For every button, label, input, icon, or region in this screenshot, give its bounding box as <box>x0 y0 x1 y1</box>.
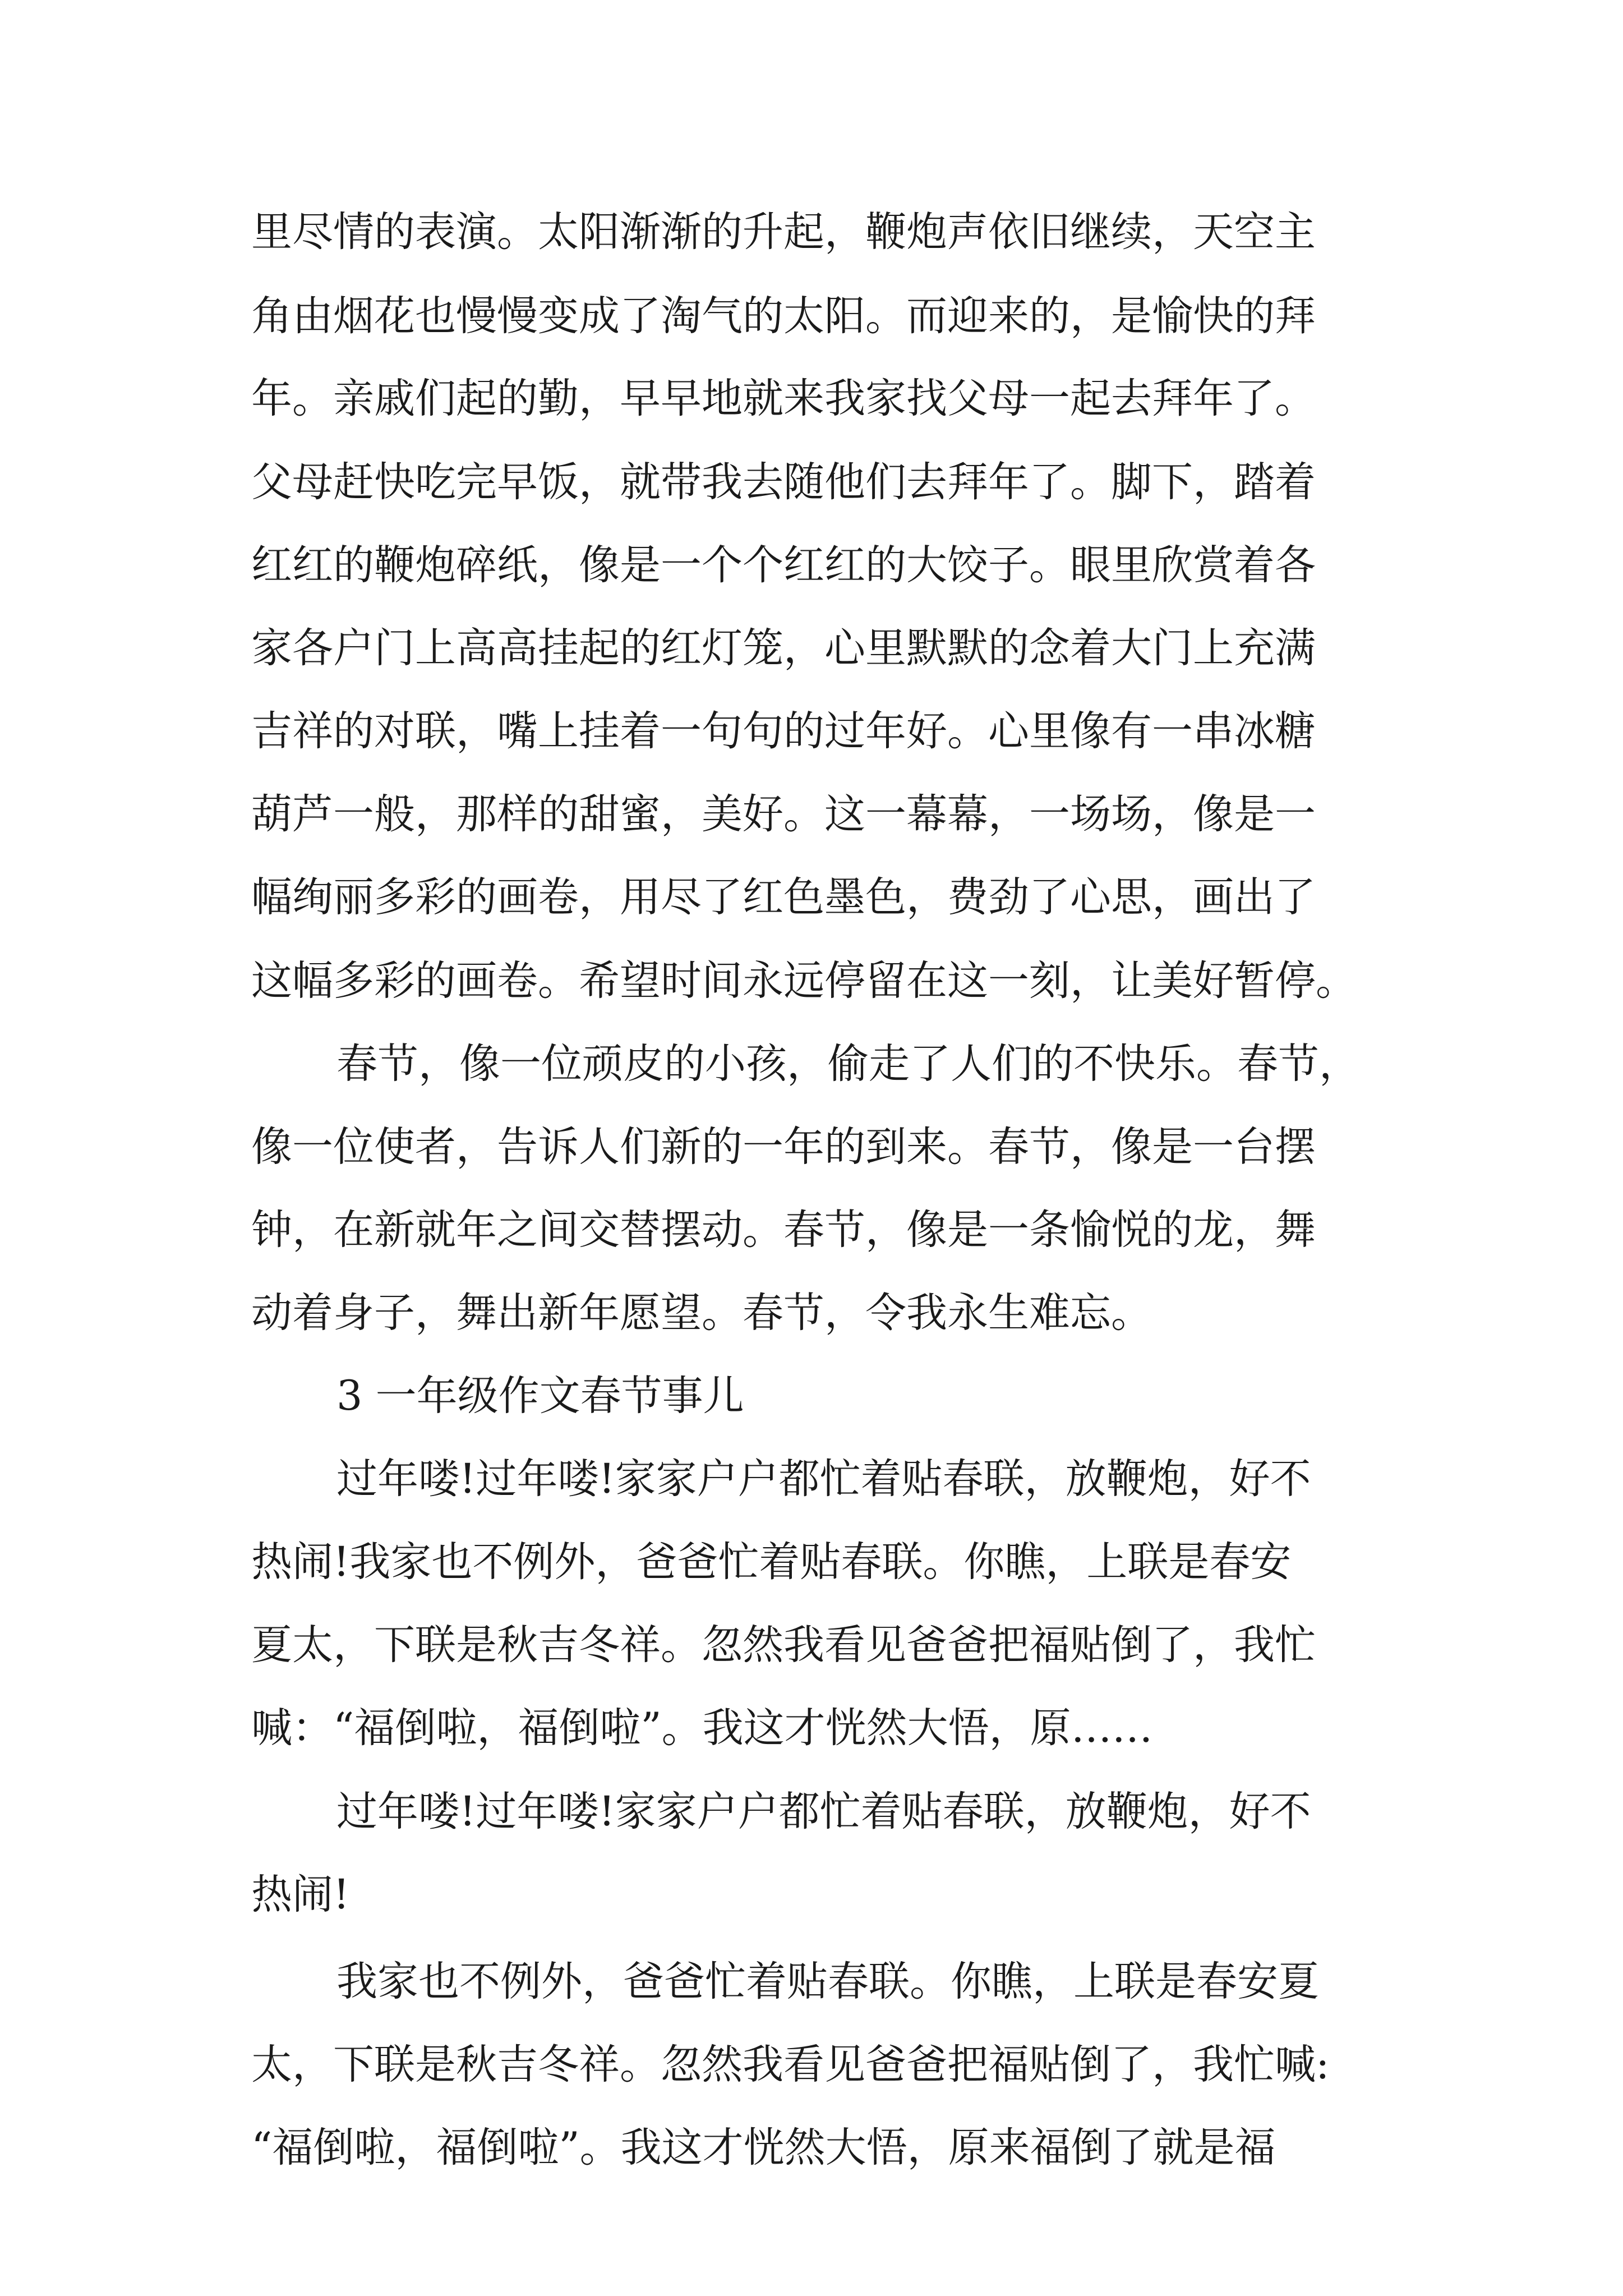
text-line-3: 年。亲戚们起的勤，早早地就来我家找父母一起去拜年了。 <box>251 375 1316 422</box>
text-line-14: 动着身子，舞出新年愿望。春节，令我永生难忘。 <box>251 1289 1152 1337</box>
text-line-4: 父母赶快吃完早饭，就带我去随他们去拜年了。脚下，踏着 <box>251 458 1316 506</box>
text-line-19: 喊：“福倒啦，福倒啦”。我这才恍然大悟，原…… <box>251 1704 1153 1752</box>
text-line-7: 吉祥的对联，嘴上挂着一句句的过年好。心里像有一串冰糖 <box>251 707 1316 755</box>
text-line-17: 热闹!我家也不例外，爸爸忙着贴春联。你瞧，上联是春安 <box>251 1538 1292 1586</box>
section-heading: 3 一年级作文春节事儿 <box>336 1372 744 1420</box>
text-line-9: 幅绚丽多彩的画卷，用尽了红色墨色，费劲了心思，画出了 <box>251 873 1316 921</box>
text-line-22: 我家也不例外，爸爸忙着贴春联。你瞧，上联是春安夏 <box>336 1958 1319 2005</box>
text-line-12: 像一位使者，告诉人们新的一年的到来。春节，像是一台摆 <box>251 1123 1316 1171</box>
text-line-5: 红红的鞭炮碎纸，像是一个个红红的大饺子。眼里欣赏着各 <box>251 541 1316 589</box>
text-line-18: 夏太，下联是秋吉冬祥。忽然我看见爸爸把福贴倒了，我忙 <box>251 1621 1316 1669</box>
text-line-24: “福倒啦，福倒啦”。我这才恍然大悟，原来福倒了就是福 <box>251 2124 1276 2171</box>
text-line-20: 过年喽!过年喽!家家户户都忙着贴春联，放鞭炮，好不 <box>336 1788 1311 1835</box>
text-line-11: 春节，像一位顽皮的小孩，偷走了人们的不快乐。春节， <box>336 1040 1360 1088</box>
text-line-23: 太，下联是秋吉冬祥。忽然我看见爸爸把福贴倒了，我忙喊: <box>251 2041 1330 2088</box>
text-line-1: 里尽情的表演。太阳渐渐的升起，鞭炮声依旧继续，天空主 <box>251 208 1316 256</box>
text-line-21: 热闹! <box>251 1871 350 1918</box>
text-line-13: 钟，在新就年之间交替摆动。春节，像是一条愉悦的龙，舞 <box>251 1206 1316 1254</box>
text-line-16: 过年喽!过年喽!家家户户都忙着贴春联，放鞭炮，好不 <box>336 1455 1311 1503</box>
text-line-2: 角由烟花也慢慢变成了淘气的太阳。而迎来的，是愉快的拜 <box>251 292 1316 340</box>
text-line-8: 葫芦一般，那样的甜蜜，美好。这一幕幕，一场场，像是一 <box>251 790 1316 838</box>
text-line-10: 这幅多彩的画卷。希望时间永远停留在这一刻，让美好暂停。 <box>251 957 1357 1005</box>
text-line-6: 家各户门上高高挂起的红灯笼，心里默默的念着大门上充满 <box>251 624 1316 672</box>
